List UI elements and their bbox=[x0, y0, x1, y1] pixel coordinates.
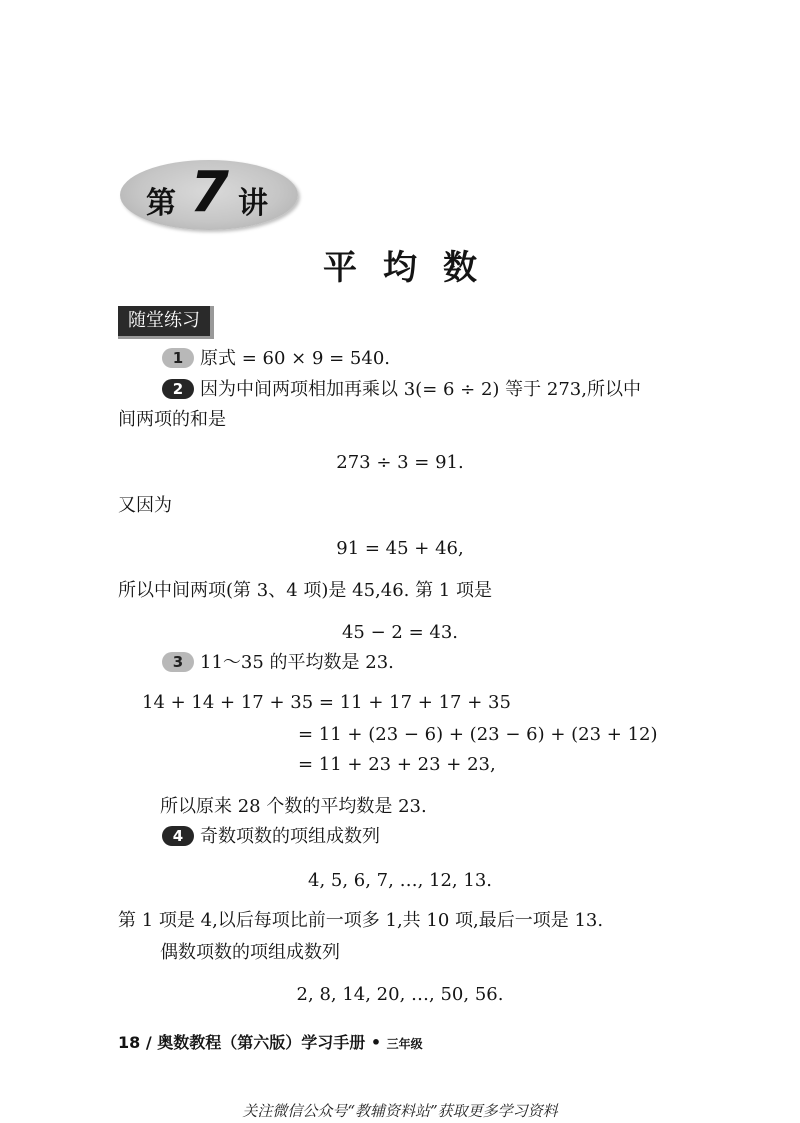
question-2-equation-2: 91 = 45 + 46, bbox=[336, 538, 464, 559]
page-number: 18 bbox=[118, 1033, 141, 1052]
question-2-text-line2: 间两项的和是 bbox=[118, 409, 226, 430]
question-2-text-line1: 因为中间两项相加再乘以 3(= 6 ÷ 2) 等于 273,所以中 bbox=[200, 379, 641, 400]
watermark-text: 关注微信公众号“教辅资料站”获取更多学习资料 bbox=[242, 1102, 558, 1120]
question-4-sequence-1: 4, 5, 6, 7, …, 12, 13. bbox=[308, 870, 492, 891]
book-title: 奥数教程（第六版）学习手册 bbox=[157, 1033, 366, 1052]
question-3-number: 3 bbox=[162, 652, 194, 672]
question-4-number: 4 bbox=[162, 826, 194, 846]
question-2-number: 2 bbox=[162, 379, 194, 399]
question-4-text-line2: 第 1 项是 4,以后每项比前一项多 1,共 10 项,最后一项是 13. bbox=[118, 910, 604, 931]
footer-separator: / bbox=[145, 1033, 152, 1052]
question-4-text-line3: 偶数项数的项组成数列 bbox=[160, 942, 340, 963]
lecture-number: 7 bbox=[190, 160, 229, 225]
question-2-text-line4: 所以中间两项(第 3、4 项)是 45,46. 第 1 项是 bbox=[118, 580, 492, 601]
question-2-equation-1: 273 ÷ 3 = 91. bbox=[336, 452, 464, 473]
question-2 bbox=[162, 377, 641, 403]
lecture-prefix: 第 bbox=[146, 186, 176, 221]
question-2-text-line3: 又因为 bbox=[118, 495, 172, 516]
question-3-text: 11～35 的平均数是 23. bbox=[200, 652, 394, 673]
question-4-sequence-2: 2, 8, 14, 20, …, 50, 56. bbox=[296, 984, 504, 1005]
question-3-equation-line1: 14 + 14 + 17 + 35 = 11 + 17 + 17 + 35 bbox=[142, 692, 511, 713]
question-3-equation-line2: = 11 + (23 − 6) + (23 − 6) + (23 + 12) bbox=[298, 724, 658, 745]
question-1 bbox=[162, 346, 390, 372]
question-1-number: 1 bbox=[162, 348, 194, 368]
page-footer bbox=[118, 1030, 423, 1053]
page-title: 平均数 bbox=[323, 248, 503, 288]
grade-label: 三年级 bbox=[386, 1037, 423, 1051]
footer-dot: • bbox=[370, 1033, 382, 1052]
question-4-text: 奇数项数的项组成数列 bbox=[200, 826, 380, 847]
question-3-conclusion: 所以原来 28 个数的平均数是 23. bbox=[160, 796, 427, 817]
question-4 bbox=[162, 824, 380, 850]
question-3 bbox=[162, 650, 394, 676]
question-1-text: 原式 = 60 × 9 = 540. bbox=[200, 348, 391, 369]
section-tag: 随堂练习 bbox=[118, 306, 214, 339]
lecture-suffix: 讲 bbox=[238, 186, 268, 221]
question-3-equation-line3: = 11 + 23 + 23 + 23, bbox=[298, 754, 496, 775]
question-2-equation-3: 45 − 2 = 43. bbox=[341, 622, 459, 643]
